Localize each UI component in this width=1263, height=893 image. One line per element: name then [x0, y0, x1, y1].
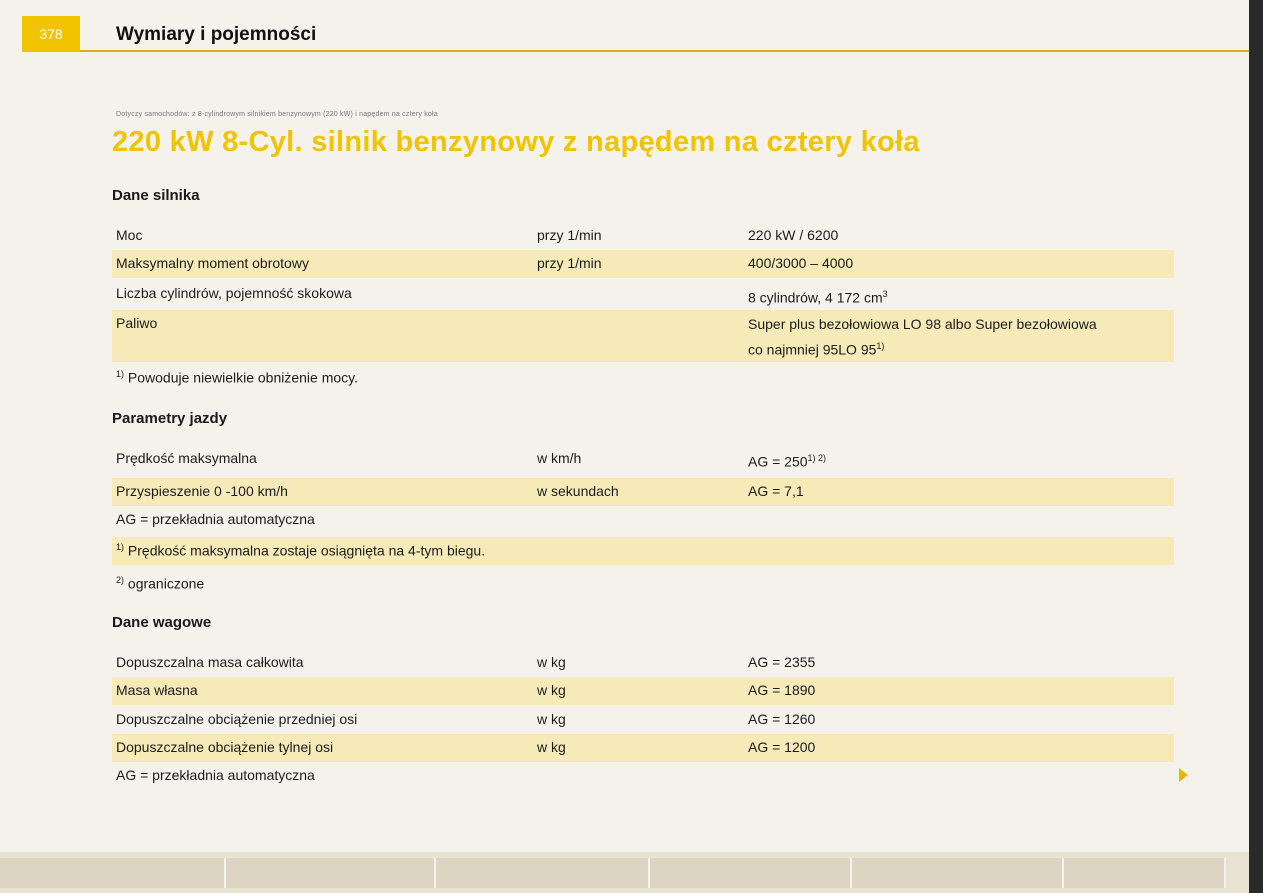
table-row: [112, 706, 1174, 734]
value-superscript: 1) 2): [807, 453, 827, 463]
value-superscript: 3: [882, 289, 888, 299]
table-row: [112, 649, 1174, 677]
footer-tab: [226, 858, 436, 888]
row-unit: przy 1/min: [537, 255, 602, 271]
table-row: [112, 734, 1174, 762]
row-unit: w kg: [537, 711, 566, 727]
ag-note: AG = przekładnia automatyczna: [116, 511, 315, 527]
row-unit: w kg: [537, 739, 566, 755]
footer-tab: [0, 858, 226, 888]
row-label: Moc: [116, 227, 143, 243]
chapter-title: Wymiary i pojemności: [116, 24, 317, 45]
engine-section-title: Dane silnika: [112, 187, 200, 204]
table-row: [112, 445, 1174, 473]
row-value: [748, 289, 888, 306]
table-row: [112, 762, 1174, 790]
row-value: AG = 1200: [748, 739, 816, 755]
table-row: [112, 222, 1174, 250]
value-line-2: co najmniej 95LO 95: [748, 341, 877, 358]
footnote-mark: 1): [116, 369, 125, 379]
row-value: AG = 1260: [748, 711, 816, 727]
row-value: 400/3000 – 4000: [748, 255, 854, 271]
table-row: [112, 478, 1174, 506]
value-superscript: 1): [876, 341, 885, 351]
page-header: [0, 8, 1249, 48]
row-value: AG = 2355: [748, 654, 816, 670]
value-text: AG = 250: [748, 453, 808, 470]
weight-section-title: Dane wagowe: [112, 614, 212, 631]
page-number: 378: [22, 16, 80, 52]
row-label: Prędkość maksymalna: [116, 450, 257, 466]
row-label: Maksymalny moment obrotowy: [116, 255, 309, 271]
footnote: [116, 575, 204, 592]
footer-tab: [436, 858, 650, 888]
table-row: [112, 310, 1174, 362]
row-label: Dopuszczalne obciążenie tylnej osi: [116, 739, 334, 755]
row-value: AG = 7,1: [748, 483, 804, 499]
footer-tab-bar: [0, 852, 1249, 893]
page-edge: [1249, 0, 1263, 893]
footnote: [116, 542, 485, 559]
row-label: Dopuszczalna masa całkowita: [116, 654, 304, 670]
row-label: Paliwo: [116, 315, 158, 331]
table-row: [112, 280, 1174, 308]
row-unit: w kg: [537, 654, 566, 670]
footnote: [116, 369, 358, 386]
footnote-text: Prędkość maksymalna zostaje osiągnięta na 4-tym biegu.: [127, 542, 486, 559]
value-text: 8 cylindrów, 4 172 cm: [748, 289, 883, 306]
row-unit: w sekundach: [537, 483, 619, 499]
driving-section-title: Parametry jazdy: [112, 410, 228, 427]
row-unit: w km/h: [537, 450, 582, 466]
row-value: AG = 1890: [748, 682, 816, 698]
row-value: [748, 453, 826, 470]
table-row: [112, 506, 1174, 534]
row-unit: w kg: [537, 682, 566, 698]
footer-tab: [650, 858, 852, 888]
footnote-row: [112, 570, 1174, 598]
row-label: Masa własna: [116, 682, 198, 698]
header-divider: [80, 50, 1249, 52]
table-row: [112, 250, 1174, 278]
footnote-mark: 1): [116, 542, 125, 552]
row-label: Przyspieszenie 0 -100 km/h: [116, 483, 288, 499]
value-line-1: Super plus bezołowiowa LO 98 albo Super bezołowiowa: [748, 316, 1097, 332]
row-label: Liczba cylindrów, pojemność skokowa: [116, 285, 352, 301]
row-label: Dopuszczalne obciążenie przedniej osi: [116, 711, 358, 727]
page-title: 220 kW 8-Cyl. silnik benzynowy z napędem na cztery koła: [112, 126, 920, 158]
footnote-text: ograniczone: [127, 575, 205, 592]
footer-tab: [1064, 858, 1226, 888]
table-row: [112, 677, 1174, 705]
footnote-row: [112, 537, 1174, 565]
triangle-right-icon: [1179, 768, 1188, 782]
row-value: [748, 313, 1097, 361]
applicability-note: Dotyczy samochodów: z 8-cylindrowym silnikiem benzynowym (220 kW) i napędem na cztery koła: [116, 111, 438, 118]
footnote-text: Powoduje niewielkie obniżenie mocy.: [127, 369, 358, 386]
footnote-mark: 2): [116, 575, 125, 585]
row-unit: przy 1/min: [537, 227, 602, 243]
footer-tab: [852, 858, 1064, 888]
row-value: 220 kW / 6200: [748, 227, 839, 243]
ag-note: AG = przekładnia automatyczna: [116, 767, 315, 783]
